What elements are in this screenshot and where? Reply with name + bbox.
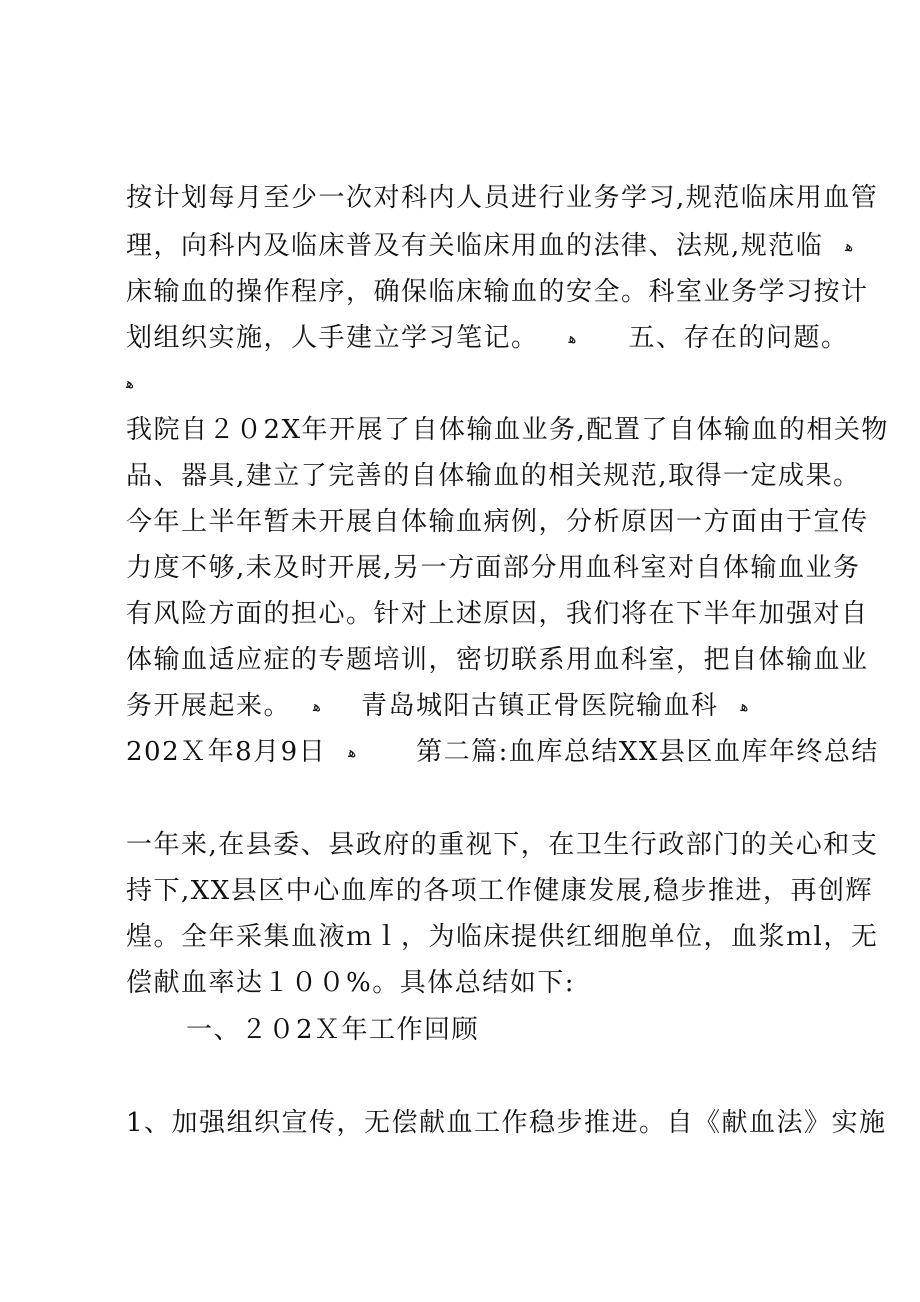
p3-line-2: 持下,XX县区中心血库的各项工作健康发展,稳步推进，再创辉 (126, 876, 874, 906)
section-heading-review: 一、２０2Ｘ年工作回顾 (186, 1015, 480, 1045)
p2-line-1: 我院自２０2X年开展了自体输血业务,配置了自体输血的相关物 (126, 415, 889, 445)
p2-line-2: 品、器具,建立了完善的自体输血的相关规范,取得一定成果。 (126, 461, 861, 491)
paragraph-mark-icon: ﻫ (740, 697, 749, 715)
paragraph-mark-icon: ﻫ (126, 374, 134, 392)
p4-line-1: 1、加强组织宣传，无偿献血工作稳步推进。自《献血法》实施 (126, 1108, 887, 1138)
paragraph-mark-icon: ﻫ (568, 329, 577, 347)
paragraph-mark-icon: ﻫ (348, 743, 357, 761)
p3-line-4: 偿献血率达１００%。具体总结如下: (126, 968, 575, 998)
p1-line-1: 按计划每月至少一次对科内人员进行业务学习,规范临床用血管 (126, 183, 879, 213)
hospital-department: 青岛城阳古镇正骨医院输血科 (360, 691, 719, 721)
p3-line-1: 一年来,在县委、县政府的重视下，在卫生行政部门的关心和支 (126, 830, 879, 860)
p1-line-5 (126, 366, 134, 400)
p2-line-6: 体输血适应症的专题培训，密切联系用血科室，把自体输血业 (126, 645, 869, 675)
p2-line-7 (126, 689, 748, 723)
p1-line-4-text: 划组织实施，人手建立学习笔记。 (126, 323, 539, 353)
p1-line-2 (126, 229, 853, 263)
paragraph-mark-icon: ﻫ (845, 237, 854, 255)
p2-line-5: 有风险方面的担心。针对上述原因，我们将在下半年加强对自 (126, 599, 869, 629)
p2-line-7-text: 务开展起来。 (126, 691, 292, 721)
paragraph-mark-icon: ﻫ (313, 697, 321, 715)
document-date: 202Ｘ年8月9日 (126, 737, 327, 767)
p1-line-2-text: 理，向科内及临床普及有关临床用血的法律、法规,规范临 (126, 231, 824, 261)
p2-line-4: 力度不够,未及时开展,另一方面部分用血科室对自体输血业务 (126, 553, 861, 583)
p2-line-3: 今年上半年暂未开展自体输血病例，分析原因一方面由于宣传 (126, 507, 869, 537)
p3-line-3: 煌。全年采集血液ｍｌ，为临床提供红细胞单位，血浆ｍl，无 (126, 922, 879, 952)
section-heading-problems: 五、存在的问题。 (628, 323, 849, 353)
second-article-title: 第二篇:血库总结XX县区血库年终总结 (416, 737, 879, 767)
p2-line-8 (126, 735, 879, 769)
p1-line-3: 床输血的操作程序，确保临床输血的安全。科室业务学习按计 (126, 277, 869, 307)
p1-line-4 (126, 321, 848, 355)
